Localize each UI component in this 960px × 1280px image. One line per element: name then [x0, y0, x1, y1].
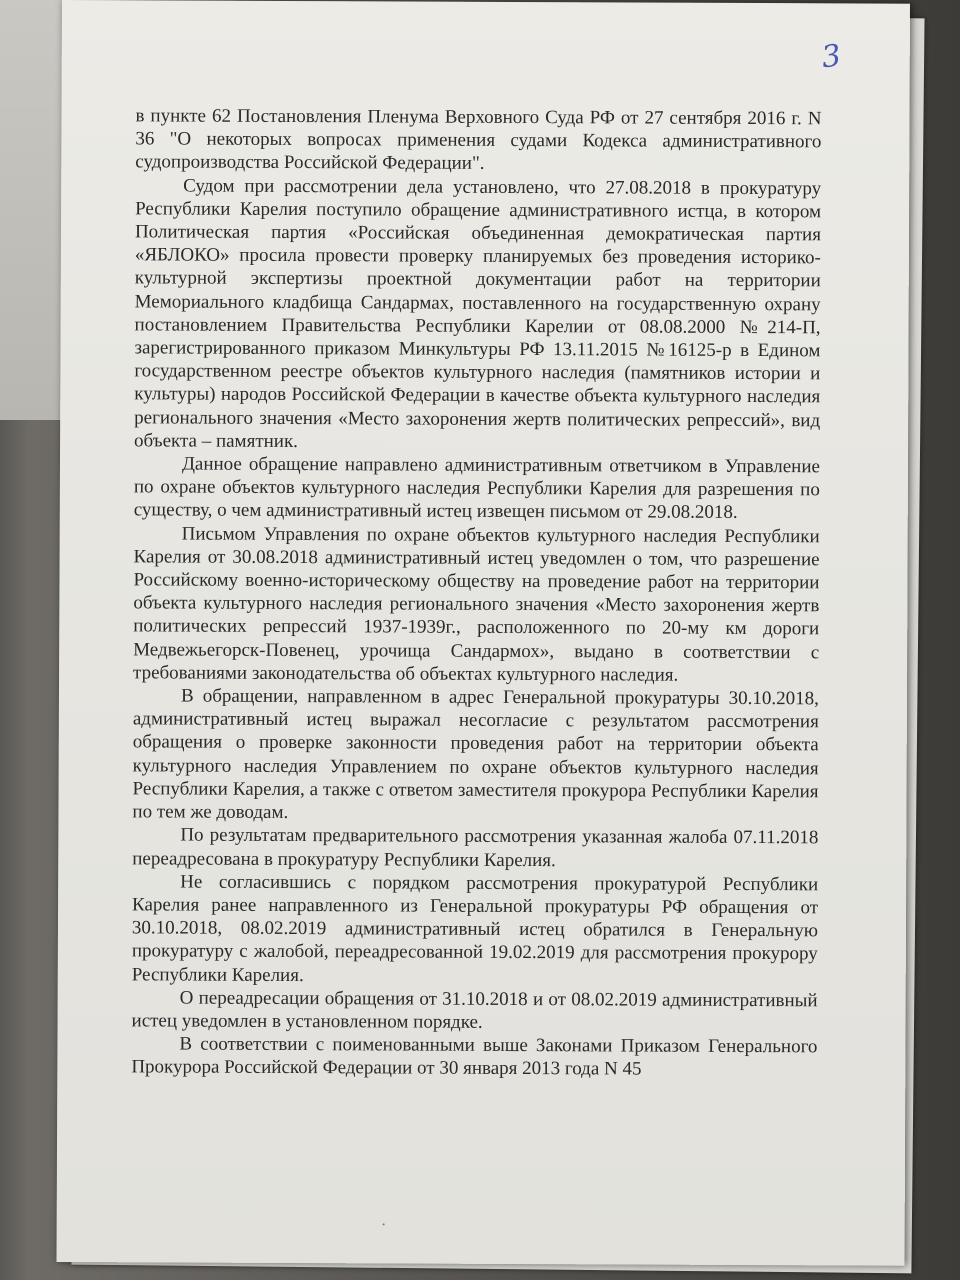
- paragraph: Не согласившись с порядком рассмотрения прокуратурой Республики Карелия ранее направленного из Генеральной прокуратуры РФ обращения от 30.10.2018, 08.02.2019 административный истец обратился в Генеральную прокуратуру с жалобой, переадресованной 19.02.2019 для рассмотрения прокурору Республики Карелия.: [131, 871, 819, 986]
- paragraph: В обращении, направленном в адрес Генеральной прокуратуры 30.10.2018, административный истец выражал несогласие с результатом рассмотрения обращения о проверке законности проведения работ на территории объекта культурного наследия Управлением по охране объектов культурного наследия Республики Карелия, а также с ответом заместителя прокурора Республики Карелия по тем же доводам.: [132, 685, 820, 824]
- paper-speck: [383, 1223, 385, 1225]
- paragraph: В соответствии с поименованными выше Законами Приказом Генерального Прокурора Российской Федерации от 30 января 2013 года N 45: [131, 1033, 818, 1080]
- paragraph: Судом при рассмотрении дела установлено, что 27.08.2018 в прокуратуру Республики Карелия поступило обращение административного истца, в котором Политическая партия «Российская объединенная демократическая партия «ЯБЛОКО» просила провести проверку планируемых без проведения историко-культурной экспертизы проектной документации работ на территории Мемориального кладбища Сандармах, поставленного на государственную охрану постановлением Правительства Республики Карелии от 08.08.2000 №214-П, зарегистрированного приказом Минкультуры РФ 13.11.2015 №16125-р в Едином государственном реестре объектов культурного наследия (памятников истории и культуры) народов Российской Федерации в качестве объекта культурного наследия регионального значения «Место захоронения жертв политических репрессий», вид объекта – памятник.: [134, 175, 822, 452]
- paragraph: в пункте 62 Постановления Пленума Верховного Суда РФ от 27 сентября 2016 г. N 36 "О некоторых вопросах применения судами Кодекса административного судопроизводства Российской Федерации".: [135, 105, 822, 175]
- paragraph: Письмом Управления по охране объектов культурного наследия Республики Карелия от 30.08.2018 административный истец уведомлен о том, что разрешение Российскому военно-историческому обществу на проведение работ на территории объекта культурного наследия регионального значения «Место захоронения жертв политических репрессий 1937-1939г., расположенного по 20-му км дороги Медвежьегорск-Повенец, урочища Сандармох», выдано в соответствии с требованиями законодательства об объектах культурного наследия.: [133, 523, 820, 686]
- document-body: [131, 104, 821, 1082]
- document-page: [56, 0, 909, 1266]
- handwritten-page-number: 3: [819, 38, 844, 76]
- paragraph: По результатам предварительного рассмотрения указанная жалоба 07.11.2018 переадресована в прокуратуру Республики Карелия.: [132, 824, 819, 871]
- paragraph: О переадресации обращения от 31.10.2018 и от 08.02.2019 административный истец уведомлен в установленном порядке.: [131, 987, 818, 1033]
- paragraph: Данное обращение направлено административным ответчиком в Управление по охране объектов культурного наследия Республики Карелия для разрешения по существу, о чем административный истец извещен письмом от 29.08.2018.: [133, 453, 821, 524]
